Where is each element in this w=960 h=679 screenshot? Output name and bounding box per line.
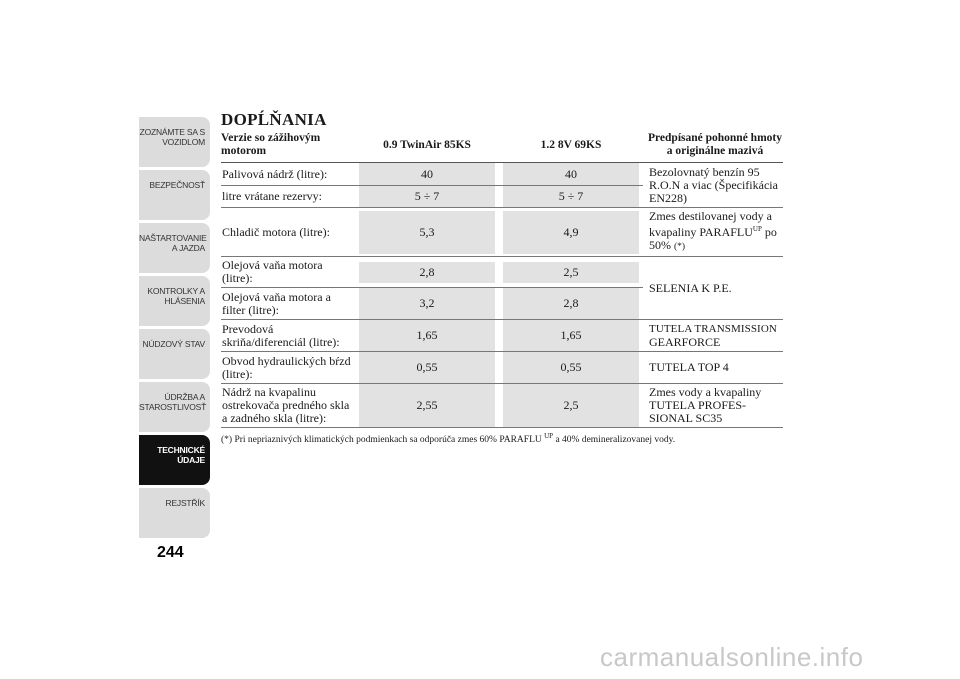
footnote-text-post: a 40% demineralizovanej vody.	[553, 435, 676, 446]
value-12-8v: 5 ÷ 7	[503, 186, 639, 207]
tab-nudzovy-stav[interactable]: NÚDZOVÝ STAV	[139, 329, 210, 379]
refills-content	[221, 130, 783, 445]
tab-zoznamte-sa-s-vozidlom[interactable]: ZOZNÁMTE SA S VOZIDLOM	[139, 117, 210, 167]
header-twinair: 0.9 TwinAir 85KS	[355, 130, 499, 163]
coolant-text-post: po 50%	[649, 225, 777, 252]
value-12-8v: 40	[503, 163, 639, 185]
lubricant-washer: Zmes vody a kvapaliny TUTELA PROFES- SIONAL SC35	[643, 384, 783, 428]
value-twinair: 3,2	[359, 288, 495, 319]
lubricant-gearbox	[643, 320, 783, 352]
table-row	[221, 257, 783, 288]
row-label: Nádrž na kvapalinu ostrekovača predného skla a zadného skla (litre):	[221, 384, 355, 428]
value-cell	[499, 186, 643, 208]
page-number: 244	[157, 544, 184, 561]
value-twinair: 2,8	[359, 262, 495, 283]
value-cell	[499, 384, 643, 428]
row-label: Olejová vaňa motora a filter (litre):	[221, 288, 355, 320]
value-cell	[499, 288, 643, 320]
header-12-8v: 1.2 8V 69KS	[499, 130, 643, 163]
value-cell	[499, 320, 643, 352]
row-label: litre vrátane rezervy:	[221, 186, 355, 208]
lubricant-fuel: Bezolovnatý benzín 95 R.O.N a viac (Špecifikácia EN228)	[643, 163, 783, 208]
header-lubricants: Predpísané pohonné hmoty a originálne mazivá	[643, 130, 783, 163]
gearbox-line2: GEARFORCE	[649, 335, 721, 349]
value-cell	[355, 186, 499, 208]
coolant-text: Zmes destilovanej vody a kvapaliny PARAFLU	[649, 209, 772, 239]
value-12-8v: 0,55	[503, 352, 639, 383]
row-label: Prevodová skriňa/diferenciál (litre):	[221, 320, 355, 352]
value-cell	[355, 288, 499, 320]
tab-bezpecnost[interactable]: BEZPEČNOSŤ	[139, 170, 210, 220]
value-cell	[499, 352, 643, 384]
value-12-8v: 2,5	[503, 384, 639, 427]
lubricant-coolant	[643, 208, 783, 257]
table-row	[221, 208, 783, 257]
value-12-8v: 1,65	[503, 320, 639, 351]
tab-technicke-udaje[interactable]: TECHNICKÉ ÚDAJE	[139, 435, 210, 485]
table-row	[221, 384, 783, 428]
value-cell	[499, 208, 643, 257]
value-cell	[355, 208, 499, 257]
value-12-8v: 2,8	[503, 288, 639, 319]
footnote-sup: UP	[544, 432, 554, 440]
lubricant-oil: SELENIA K P.E.	[643, 257, 783, 320]
value-cell	[355, 320, 499, 352]
watermark: carmanualsonline.info	[600, 642, 864, 672]
coolant-sup: UP	[752, 225, 762, 233]
table-row	[221, 320, 783, 352]
value-twinair: 0,55	[359, 352, 495, 383]
section-title: DOPĹŇANIA	[221, 110, 327, 129]
value-cell	[499, 163, 643, 186]
table-row	[221, 163, 783, 186]
row-label: Obvod hydraulických bŕzd (litre):	[221, 352, 355, 384]
tab-kontrolky-a-hlasenia[interactable]: KONTROLKY A HLÁSENIA	[139, 276, 210, 326]
chapter-sidebar	[139, 117, 210, 541]
value-twinair: 5,3	[359, 211, 495, 254]
row-label: Olejová vaňa motora (litre):	[221, 257, 355, 288]
value-twinair: 40	[359, 163, 495, 185]
tab-nastartovanie-a-jazda[interactable]: NAŠTARTOVANIE A JAZDA	[139, 223, 210, 273]
value-cell	[355, 352, 499, 384]
footnote	[221, 432, 783, 445]
tab-udrzba-a-starostlivost[interactable]: ÚDRŽBA A STAROSTLIVOSŤ	[139, 382, 210, 432]
value-12-8v: 4,9	[503, 211, 639, 254]
value-cell	[355, 384, 499, 428]
value-twinair: 2,55	[359, 384, 495, 427]
tab-rejstrik[interactable]: REJSTŘÍK	[139, 488, 210, 538]
table-row	[221, 352, 783, 384]
lubricant-brakes: TUTELA TOP 4	[643, 352, 783, 384]
value-cell	[355, 163, 499, 186]
value-twinair: 5 ÷ 7	[359, 186, 495, 207]
row-label: Palivová nádrž (litre):	[221, 163, 355, 186]
footnote-text: (*) Pri nepriaznivých klimatických podmienkach sa odporúča zmes 60% PARAFLU	[221, 435, 545, 446]
row-label: Chladič motora (litre):	[221, 208, 355, 257]
table-header-row	[221, 130, 783, 163]
gearbox-line1: TUTELA TRANSMISSION	[649, 323, 777, 335]
coolant-footnote-ref: (*)	[674, 242, 686, 252]
value-12-8v: 2,5	[503, 262, 639, 283]
value-twinair: 1,65	[359, 320, 495, 351]
refills-table	[221, 130, 783, 428]
header-engine-version: Verzie so zážihovým motorom	[221, 130, 355, 163]
value-cell	[355, 257, 499, 288]
value-cell	[499, 257, 643, 288]
